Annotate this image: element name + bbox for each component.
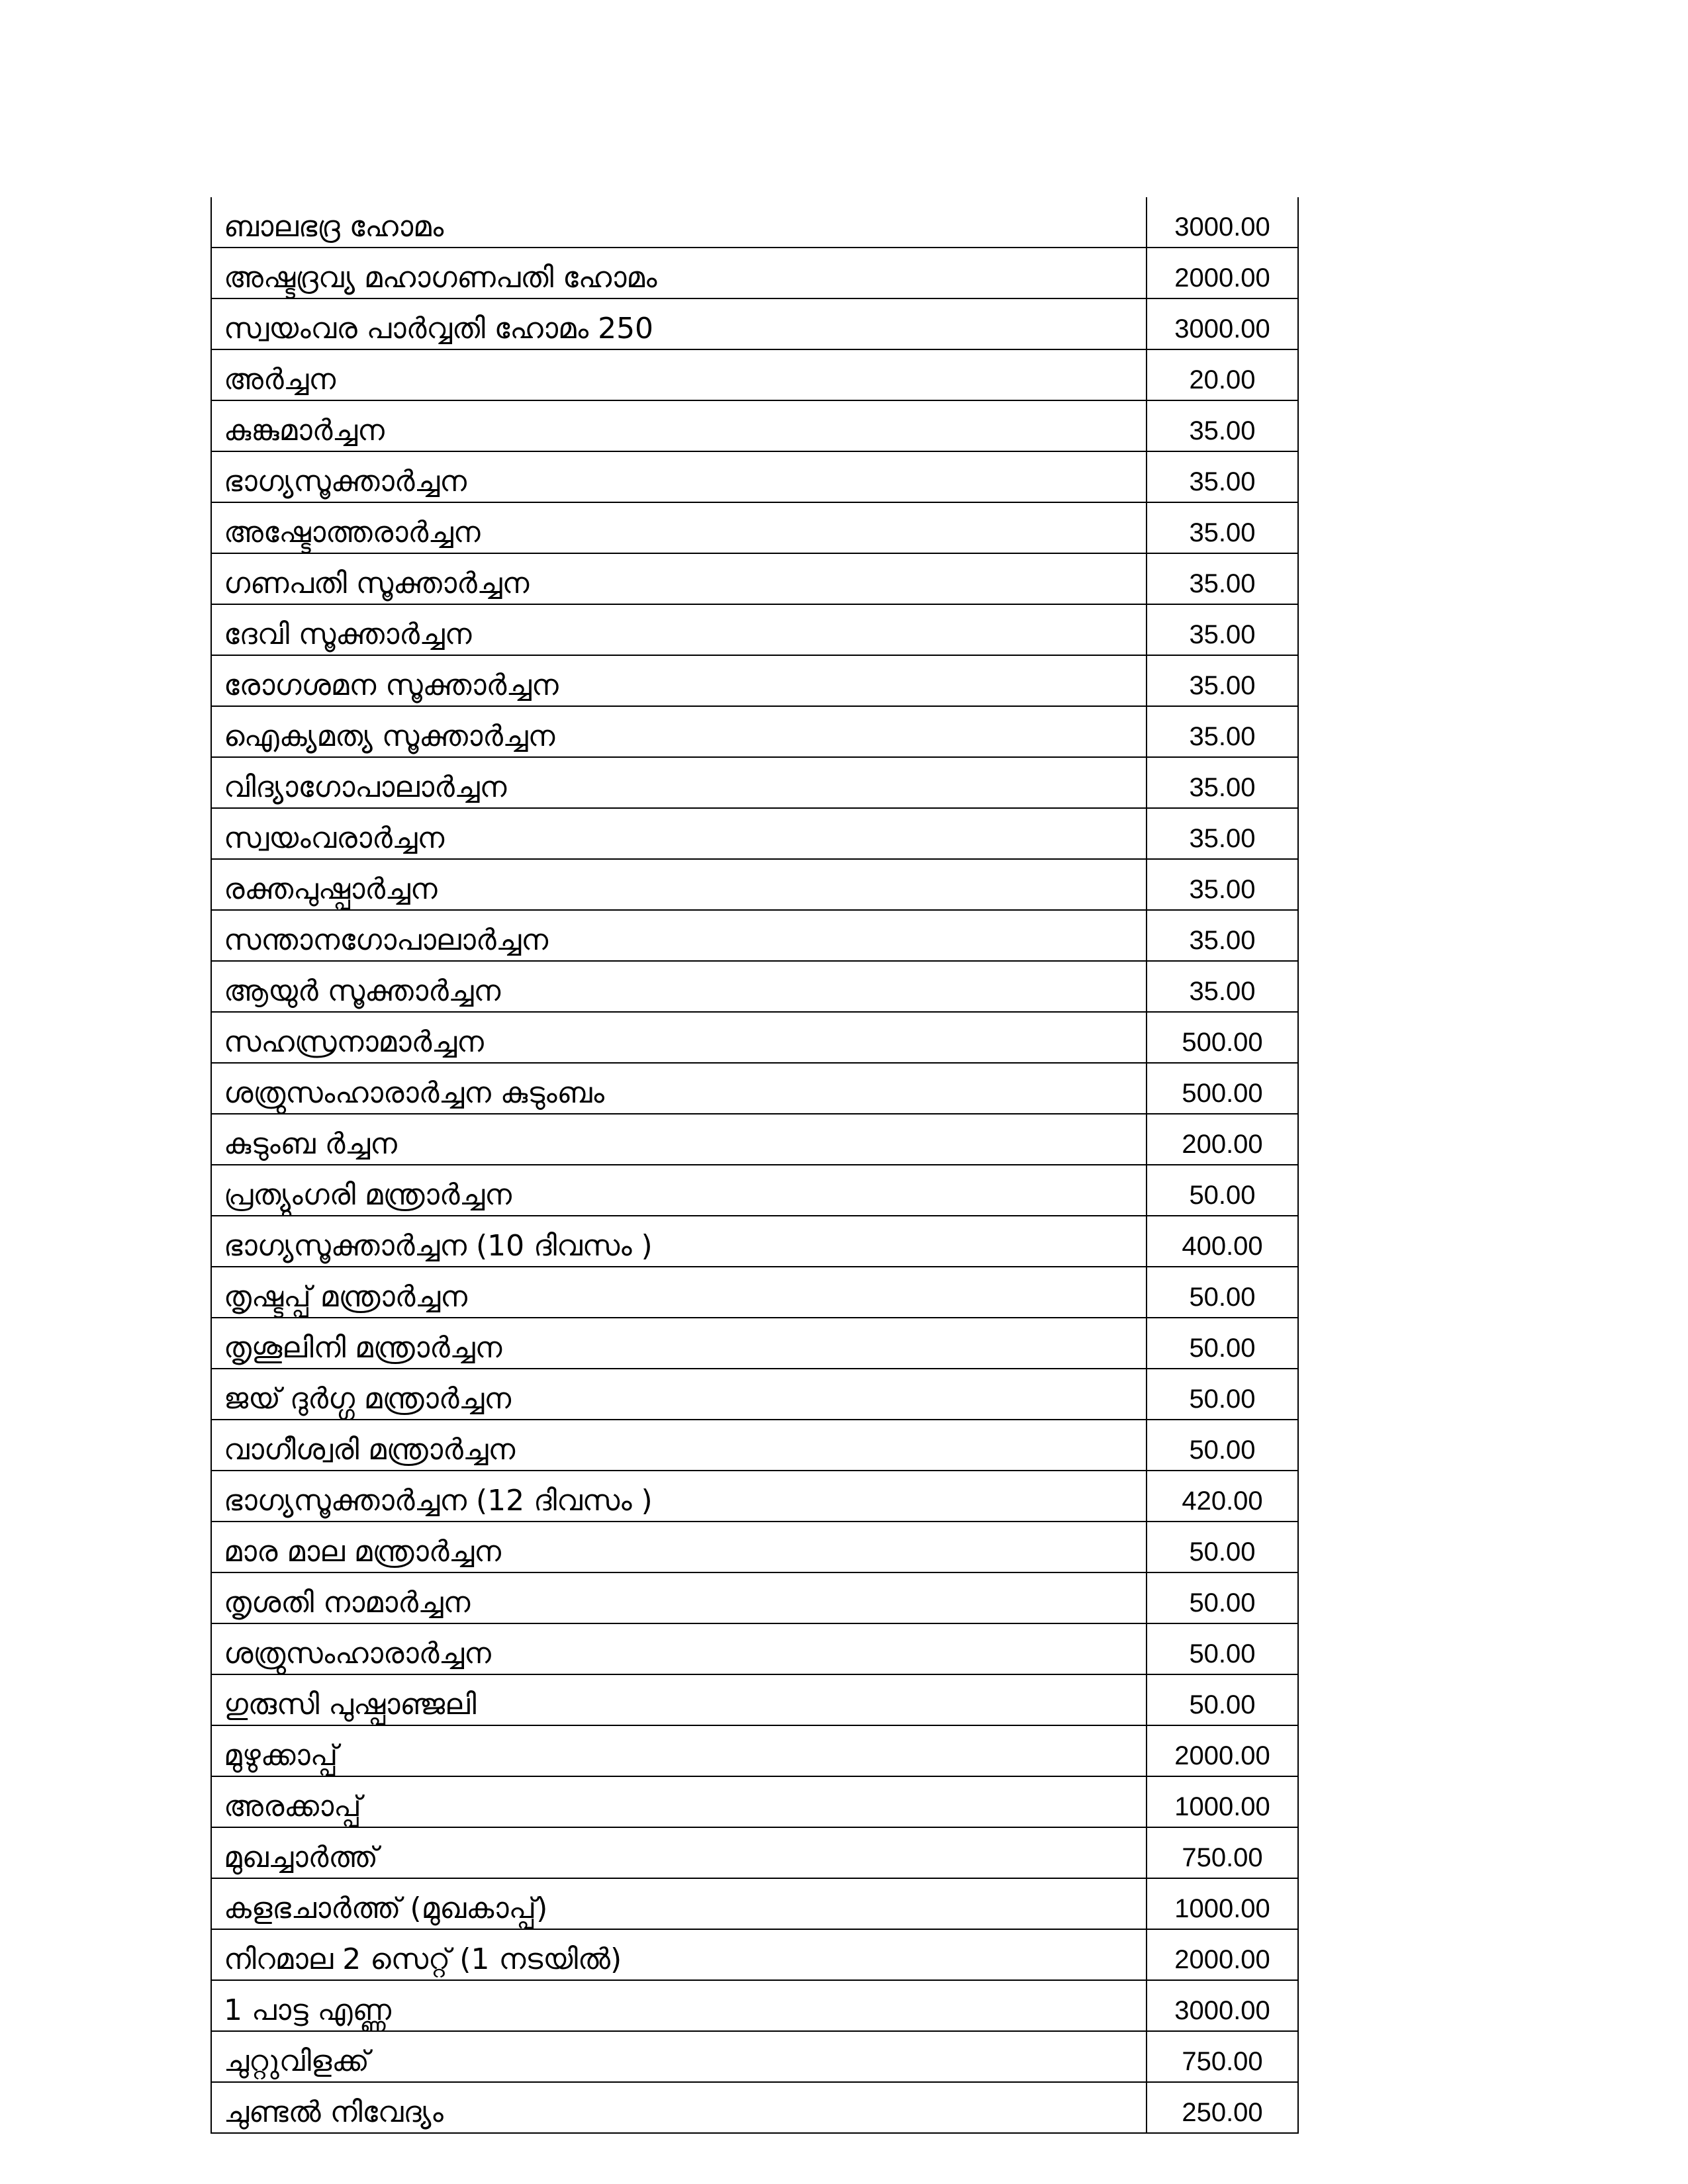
table-row (211, 961, 1298, 1012)
offering-name: ഭാഗ്യസൂക്താർച്ചന (10 ദിവസം ) (211, 1216, 1147, 1267)
table-row (211, 1929, 1298, 1980)
offering-name: മുഖച്ചാർത്ത് (211, 1827, 1147, 1878)
offering-name: സന്താനഗോപാലാർച്ചന (211, 910, 1147, 961)
offering-name: പ്രത്യുംഗരി മന്ത്രാർച്ചന (211, 1165, 1147, 1216)
offering-price: 200.00 (1147, 1114, 1298, 1165)
offering-name: ഗണപതി സൂക്താർച്ചന (211, 553, 1147, 604)
offering-name: 1 പാട്ട എണ്ണ (211, 1980, 1147, 2031)
offering-name: സ്വയംവര പാർവ്വതി ഹോമം 250 (211, 298, 1147, 349)
offering-price: 35.00 (1147, 706, 1298, 757)
offering-name: ഐക്യമത്യ സൂക്താർച്ചന (211, 706, 1147, 757)
offering-price: 35.00 (1147, 655, 1298, 706)
table-row (211, 298, 1298, 349)
table-row (211, 1318, 1298, 1369)
offering-price: 50.00 (1147, 1318, 1298, 1369)
offering-name: അരക്കാപ്പ് (211, 1776, 1147, 1827)
offering-price: 35.00 (1147, 910, 1298, 961)
offering-name: അഷ്ടോത്തരാർച്ചന (211, 502, 1147, 553)
offering-price: 35.00 (1147, 757, 1298, 808)
offering-name: ശത്രുസംഹാരാർച്ചന (211, 1623, 1147, 1674)
offering-name: ആയുർ സൂക്താർച്ചന (211, 961, 1147, 1012)
offering-price: 35.00 (1147, 553, 1298, 604)
offering-name: ചുണ്ടൽ നിവേദ്യം (211, 2082, 1147, 2133)
offering-price: 2000.00 (1147, 1725, 1298, 1776)
table-row (211, 1114, 1298, 1165)
document-page (211, 197, 1297, 2134)
offering-price: 400.00 (1147, 1216, 1298, 1267)
table-row (211, 197, 1298, 248)
offering-price: 420.00 (1147, 1471, 1298, 1522)
table-row (211, 604, 1298, 655)
table-row (211, 910, 1298, 961)
offering-name: ചുറ്റുവിളക്ക് (211, 2031, 1147, 2082)
table-row (211, 1420, 1298, 1471)
offering-price: 35.00 (1147, 961, 1298, 1012)
table-row (211, 349, 1298, 400)
table-row (211, 1012, 1298, 1063)
offering-name: ദേവി സൂക്താർച്ചന (211, 604, 1147, 655)
offering-name: വാഗീശ്വരി മന്ത്രാർച്ചന (211, 1420, 1147, 1471)
table-row (211, 859, 1298, 910)
offering-price: 50.00 (1147, 1420, 1298, 1471)
offering-name: ശത്രുസംഹാരാർച്ചന കുടുംബം (211, 1063, 1147, 1114)
offering-name: ഭാഗ്യസൂക്താർച്ചന (211, 451, 1147, 502)
offering-price: 750.00 (1147, 2031, 1298, 2082)
offering-price: 35.00 (1147, 502, 1298, 553)
offering-price: 50.00 (1147, 1522, 1298, 1572)
table-row (211, 2082, 1298, 2133)
offering-name: കുങ്കുമാർച്ചന (211, 400, 1147, 451)
offering-name: കളഭചാർത്ത് (മുഖകാപ്പ്) (211, 1878, 1147, 1929)
offering-name: ബാലഭദ്ര ഹോമം (211, 197, 1147, 248)
offering-name: അർച്ചന (211, 349, 1147, 400)
table-row (211, 1572, 1298, 1623)
offering-price: 750.00 (1147, 1827, 1298, 1878)
offering-price: 50.00 (1147, 1623, 1298, 1674)
offering-price: 35.00 (1147, 400, 1298, 451)
offering-name: അഷ്ടദ്രവ്യ മഹാഗണപതി ഹോമം (211, 248, 1147, 298)
offering-price: 50.00 (1147, 1165, 1298, 1216)
offering-name: സഹസ്രനാമാർച്ചന (211, 1012, 1147, 1063)
offering-price: 2000.00 (1147, 1929, 1298, 1980)
table-row (211, 1471, 1298, 1522)
table-row (211, 706, 1298, 757)
offering-price: 50.00 (1147, 1267, 1298, 1318)
offering-price: 50.00 (1147, 1572, 1298, 1623)
offering-price: 35.00 (1147, 859, 1298, 910)
table-row (211, 2031, 1298, 2082)
table-row (211, 1623, 1298, 1674)
table-row (211, 1369, 1298, 1420)
table-row (211, 248, 1298, 298)
table-row (211, 1063, 1298, 1114)
table-row (211, 1980, 1298, 2031)
offering-price: 50.00 (1147, 1369, 1298, 1420)
offering-name: വിദ്യാഗോപാലാർച്ചന (211, 757, 1147, 808)
offering-name: രോഗശമന സൂക്താർച്ചന (211, 655, 1147, 706)
offering-name: ജയ് ദുർഗ്ഗ മന്ത്രാർച്ചന (211, 1369, 1147, 1420)
table-row (211, 1776, 1298, 1827)
table-row (211, 757, 1298, 808)
table-row (211, 808, 1298, 859)
table-row (211, 655, 1298, 706)
table-body (211, 197, 1298, 2133)
table-row (211, 1165, 1298, 1216)
offering-price: 3000.00 (1147, 1980, 1298, 2031)
offering-price: 50.00 (1147, 1674, 1298, 1725)
offering-name: തൃശതി നാമാർച്ചന (211, 1572, 1147, 1623)
offering-price: 250.00 (1147, 2082, 1298, 2133)
offering-name: സ്വയംവരാർച്ചന (211, 808, 1147, 859)
offering-name: തൃശൂലിനി മന്ത്രാർച്ചന (211, 1318, 1147, 1369)
table-row (211, 1878, 1298, 1929)
offering-price: 35.00 (1147, 451, 1298, 502)
offering-price: 2000.00 (1147, 248, 1298, 298)
offering-price: 1000.00 (1147, 1878, 1298, 1929)
table-row (211, 1674, 1298, 1725)
table-row (211, 502, 1298, 553)
table-row (211, 1725, 1298, 1776)
offering-name: മാര മാല മന്ത്രാർച്ചന (211, 1522, 1147, 1572)
offering-price: 35.00 (1147, 604, 1298, 655)
table-row (211, 400, 1298, 451)
offering-name: കുടുംബ ർച്ചന (211, 1114, 1147, 1165)
offering-name: തൃഷ്ടുപ്പ് മന്ത്രാർച്ചന (211, 1267, 1147, 1318)
offering-name: രക്തപുഷ്പാർച്ചന (211, 859, 1147, 910)
offering-name: മുഴുക്കാപ്പ് (211, 1725, 1147, 1776)
offering-price: 500.00 (1147, 1063, 1298, 1114)
offering-name: ഭാഗ്യസൂക്താർച്ചന (12 ദിവസം ) (211, 1471, 1147, 1522)
offering-name: ഗുരുസി പുഷ്പാഞ്ജലി (211, 1674, 1147, 1725)
offering-price: 35.00 (1147, 808, 1298, 859)
offering-name: നിറമാല 2 സെറ്റ് (1 നടയിൽ) (211, 1929, 1147, 1980)
offering-price: 3000.00 (1147, 298, 1298, 349)
table-row (211, 1827, 1298, 1878)
offering-price: 1000.00 (1147, 1776, 1298, 1827)
table-row (211, 1216, 1298, 1267)
offering-price: 500.00 (1147, 1012, 1298, 1063)
offering-price-table (211, 197, 1299, 2134)
table-row (211, 1522, 1298, 1572)
table-row (211, 1267, 1298, 1318)
offering-price: 20.00 (1147, 349, 1298, 400)
offering-price: 3000.00 (1147, 197, 1298, 248)
table-row (211, 553, 1298, 604)
table-row (211, 451, 1298, 502)
